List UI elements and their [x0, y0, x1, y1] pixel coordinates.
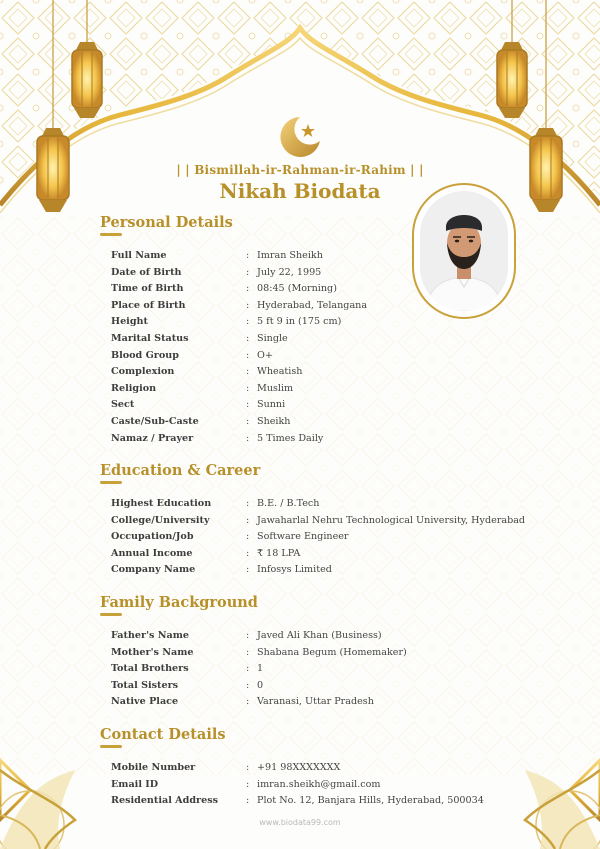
detail-label: Email ID	[111, 778, 159, 790]
separator-colon: :	[246, 399, 250, 411]
detail-row	[111, 298, 571, 313]
detail-row	[111, 777, 571, 792]
detail-value: 5 ft 9 in (175 cm)	[257, 316, 342, 328]
detail-row	[111, 314, 571, 329]
detail-value: Muslim	[257, 382, 294, 394]
separator-colon: :	[246, 416, 250, 427]
separator-colon: :	[246, 762, 250, 773]
detail-row	[111, 760, 571, 775]
detail-label: Total Brothers	[111, 663, 189, 675]
detail-row	[111, 431, 571, 446]
separator-colon: :	[246, 630, 250, 641]
section-title-contact: Contact Details	[100, 726, 226, 743]
detail-label: Annual Income	[111, 547, 193, 559]
detail-value: 0	[257, 679, 264, 691]
detail-value: Infosys Limited	[257, 564, 332, 576]
section-title-education: Education & Career	[100, 462, 261, 479]
detail-value: Sheikh	[257, 416, 291, 427]
detail-label: Residential Address	[111, 795, 219, 807]
detail-value: Javed Ali Khan (Business)	[257, 630, 382, 641]
detail-value: 08:45 (Morning)	[257, 283, 337, 295]
detail-label: Total Sisters	[111, 679, 179, 691]
detail-row	[111, 645, 571, 660]
detail-value: Single	[257, 333, 288, 344]
separator-colon: :	[246, 663, 250, 675]
detail-value: O+	[257, 349, 273, 361]
section-underline	[100, 613, 122, 616]
detail-row	[111, 628, 571, 643]
detail-label: Father's Name	[111, 630, 189, 641]
detail-row	[111, 496, 571, 511]
page-title: Nikah Biodata	[219, 179, 381, 203]
separator-colon: :	[246, 679, 250, 691]
detail-value: imran.sheikh@gmail.com	[257, 778, 381, 790]
detail-value: B.E. / B.Tech	[257, 498, 320, 509]
detail-label: College/University	[111, 514, 210, 526]
separator-colon: :	[246, 432, 250, 444]
separator-colon: :	[246, 646, 250, 658]
separator-colon: :	[246, 299, 250, 311]
detail-label: Native Place	[111, 696, 179, 708]
detail-row	[111, 364, 571, 379]
separator-colon: :	[246, 564, 250, 576]
detail-row	[111, 562, 571, 577]
separator-colon: :	[246, 547, 250, 559]
detail-value: Wheatish	[257, 366, 303, 378]
detail-value: +91 98XXXXXXX	[257, 762, 341, 773]
detail-value: Sunni	[257, 399, 286, 411]
detail-label: Complexion	[111, 366, 175, 378]
detail-value: Imran Sheikh	[257, 250, 323, 261]
detail-row	[111, 513, 571, 528]
detail-label: Height	[111, 316, 148, 328]
detail-label: Blood Group	[111, 349, 179, 361]
detail-label: Full Name	[111, 250, 167, 261]
detail-label: Highest Education	[111, 498, 212, 509]
bismillah-heading: | | Bismillah-ir-Rahman-ir-Rahim | |	[176, 163, 424, 177]
detail-label: Marital Status	[111, 333, 189, 344]
detail-row	[111, 661, 571, 676]
watermark: www.biodata99.com	[259, 818, 341, 827]
detail-label: Sect	[111, 399, 135, 411]
detail-value: Jawaharlal Nehru Technological University, Hyderabad	[257, 514, 526, 526]
separator-colon: :	[246, 250, 250, 261]
detail-value: Shabana Begum (Homemaker)	[257, 646, 407, 658]
detail-row	[111, 281, 571, 296]
separator-colon: :	[246, 366, 250, 378]
separator-colon: :	[246, 514, 250, 526]
separator-colon: :	[246, 498, 250, 509]
section-underline	[100, 233, 122, 236]
detail-label: Mother's Name	[111, 646, 194, 658]
detail-label: Religion	[111, 382, 157, 394]
detail-row	[111, 331, 571, 346]
detail-row	[111, 678, 571, 693]
section-title-family: Family Background	[100, 594, 258, 611]
detail-row	[111, 546, 571, 561]
detail-label: Mobile Number	[111, 762, 196, 773]
detail-label: Date of Birth	[111, 266, 182, 278]
detail-row	[111, 414, 571, 429]
section-underline	[100, 481, 122, 484]
detail-value: July 22, 1995	[257, 266, 322, 278]
separator-colon: :	[246, 266, 250, 278]
separator-colon: :	[246, 696, 250, 708]
separator-colon: :	[246, 778, 250, 790]
detail-row	[111, 248, 571, 263]
detail-label: Time of Birth	[111, 283, 184, 295]
separator-colon: :	[246, 382, 250, 394]
detail-label: Occupation/Job	[111, 531, 194, 543]
detail-label: Place of Birth	[111, 299, 186, 311]
detail-row	[111, 529, 571, 544]
detail-label: Company Name	[111, 564, 196, 576]
detail-value: 1	[257, 663, 264, 675]
separator-colon: :	[246, 283, 250, 295]
separator-colon: :	[246, 333, 250, 344]
detail-value: 5 Times Daily	[257, 432, 324, 444]
detail-row	[111, 793, 571, 808]
detail-value: Software Engineer	[257, 531, 349, 543]
detail-label: Namaz / Prayer	[111, 432, 194, 444]
detail-row	[111, 694, 571, 709]
separator-colon: :	[246, 795, 250, 807]
detail-value: ₹ 18 LPA	[257, 547, 301, 559]
detail-row	[111, 348, 571, 363]
separator-colon: :	[246, 349, 250, 361]
detail-value: Varanasi, Uttar Pradesh	[257, 696, 374, 708]
crescent-star-icon	[276, 113, 324, 161]
detail-row	[111, 381, 571, 396]
section-title-personal: Personal Details	[100, 214, 233, 231]
separator-colon: :	[246, 316, 250, 328]
detail-row	[111, 265, 571, 280]
detail-row	[111, 397, 571, 412]
separator-colon: :	[246, 531, 250, 543]
section-underline	[100, 745, 122, 748]
detail-value: Plot No. 12, Banjara Hills, Hyderabad, 500034	[257, 795, 484, 807]
detail-label: Caste/Sub-Caste	[111, 416, 199, 427]
detail-value: Hyderabad, Telangana	[257, 299, 368, 311]
